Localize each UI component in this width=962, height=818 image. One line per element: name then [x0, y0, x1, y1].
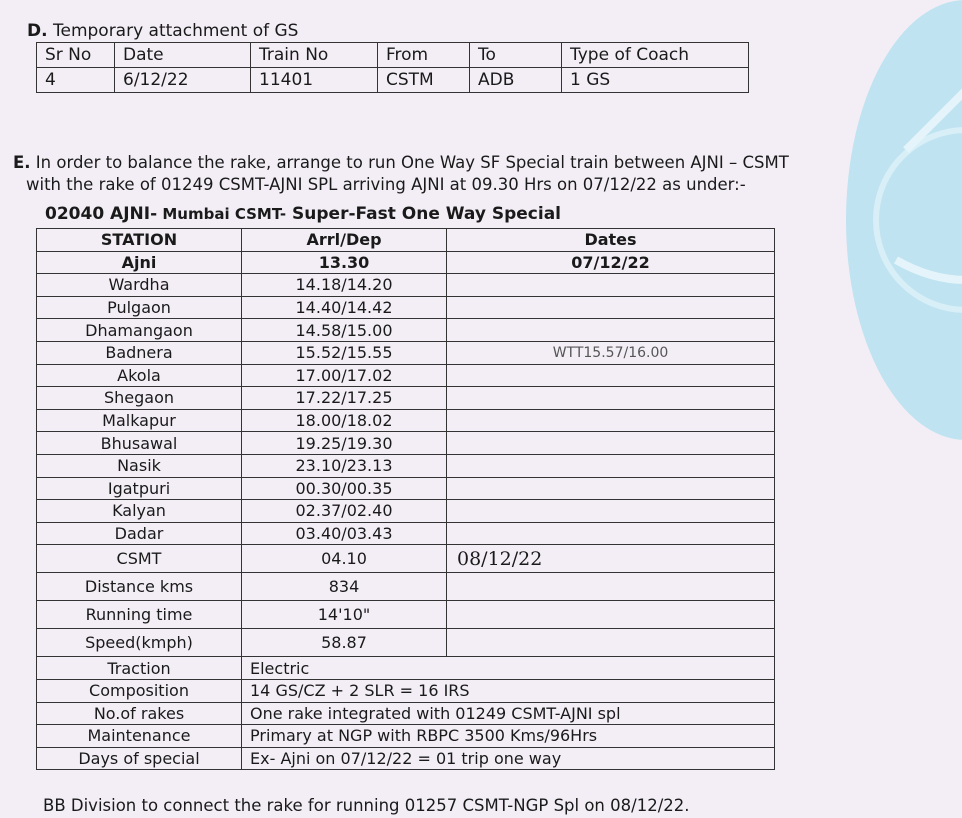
arrival-departure: 14.58/15.00 [242, 319, 447, 342]
special-train-schedule-table [36, 228, 775, 770]
arrival-departure: 02.37/02.40 [242, 500, 447, 523]
footer-note: BB Division to connect the rake for running 01257 CSMT-NGP Spl on 08/12/22. [43, 796, 690, 815]
summary-label: Running time [37, 601, 242, 629]
detail-label: Days of special [37, 747, 242, 770]
arrival-departure: 15.52/15.55 [242, 341, 447, 364]
run-date [447, 522, 775, 545]
table-row [37, 319, 775, 342]
station-name: Pulgaon [37, 296, 242, 319]
summary-value: 834 [242, 573, 447, 601]
detail-label: Traction [37, 657, 242, 680]
table-row [37, 68, 749, 93]
station-name: Dadar [37, 522, 242, 545]
section-e-paragraph [13, 152, 958, 196]
station-name: Wardha [37, 274, 242, 297]
run-date [447, 477, 775, 500]
table-row [37, 251, 775, 274]
header-cell: Sr No [37, 43, 115, 68]
section-d-label: D. [27, 21, 48, 41]
table-row [37, 477, 775, 500]
special-title-part2: Mumbai CSMT- [157, 205, 287, 223]
arrival-departure: 04.10 [242, 545, 447, 573]
station-name: Nasik [37, 454, 242, 477]
detail-label: Maintenance [37, 725, 242, 748]
section-d-heading [27, 21, 298, 41]
section-e-line2: with the rake of 01249 CSMT-AJNI SPL arriving AJNI at 09.30 Hrs on 07/12/22 as under:- [26, 175, 746, 194]
run-date [447, 500, 775, 523]
header-cell: Type of Coach [562, 43, 749, 68]
station-name: Dhamangaon [37, 319, 242, 342]
table-row [37, 747, 775, 770]
detail-value: Primary at NGP with RBPC 3500 Kms/96Hrs [242, 725, 775, 748]
table-row [37, 387, 775, 410]
station-name: Ajni [37, 251, 242, 274]
station-name: Akola [37, 364, 242, 387]
run-date: 07/12/22 [447, 251, 775, 274]
run-date-handwritten: 08/12/22 [447, 545, 775, 573]
table-row [37, 573, 775, 601]
detail-value: Ex- Ajni on 07/12/22 = 01 trip one way [242, 747, 775, 770]
table-row [37, 454, 775, 477]
arrival-departure: 03.40/03.43 [242, 522, 447, 545]
table-row [37, 500, 775, 523]
official-seal-stamp [846, 0, 962, 440]
table-row [37, 409, 775, 432]
header-cell: From [378, 43, 470, 68]
detail-value: Electric [242, 657, 775, 680]
table-header-row [37, 229, 775, 252]
run-date [447, 387, 775, 410]
cell-to: ADB [470, 68, 562, 93]
station-name: CSMT [37, 545, 242, 573]
gs-attachment-table [36, 42, 749, 93]
table-row [37, 432, 775, 455]
table-row [37, 679, 775, 702]
header-station: STATION [37, 229, 242, 252]
summary-value: 14'10" [242, 601, 447, 629]
station-name: Malkapur [37, 409, 242, 432]
run-date [447, 364, 775, 387]
header-cell: To [470, 43, 562, 68]
run-date [447, 432, 775, 455]
station-name: Kalyan [37, 500, 242, 523]
table-row [37, 725, 775, 748]
table-row [37, 296, 775, 319]
run-date [447, 274, 775, 297]
header-dates: Dates [447, 229, 775, 252]
table-row [37, 341, 775, 364]
empty-cell [447, 601, 775, 629]
table-row [37, 545, 775, 573]
section-e-label: E. [13, 153, 31, 172]
run-date [447, 454, 775, 477]
arrival-departure: 19.25/19.30 [242, 432, 447, 455]
station-name: Badnera [37, 341, 242, 364]
detail-value: 14 GS/CZ + 2 SLR = 16 IRS [242, 679, 775, 702]
cell-train-no: 11401 [251, 68, 378, 93]
arrival-departure: 14.18/14.20 [242, 274, 447, 297]
cell-sr-no: 4 [37, 68, 115, 93]
table-row [37, 629, 775, 657]
arrival-departure: 23.10/23.13 [242, 454, 447, 477]
wtt-note: WTT15.57/16.00 [447, 341, 775, 364]
station-name: Igatpuri [37, 477, 242, 500]
seal-emblem-icon [846, 0, 962, 440]
special-title-part3: Super-Fast One Way Special [286, 204, 562, 224]
table-row [37, 274, 775, 297]
run-date [447, 409, 775, 432]
detail-label: Composition [37, 679, 242, 702]
table-header-row [37, 43, 749, 68]
arrival-departure: 17.00/17.02 [242, 364, 447, 387]
table-row [37, 657, 775, 680]
arrival-departure: 00.30/00.35 [242, 477, 447, 500]
header-cell: Date [115, 43, 251, 68]
summary-label: Speed(kmph) [37, 629, 242, 657]
arrival-departure: 14.40/14.42 [242, 296, 447, 319]
summary-value: 58.87 [242, 629, 447, 657]
summary-label: Distance kms [37, 573, 242, 601]
empty-cell [447, 629, 775, 657]
station-name: Shegaon [37, 387, 242, 410]
arrival-departure: 13.30 [242, 251, 447, 274]
arrival-departure: 18.00/18.02 [242, 409, 447, 432]
section-e-line1: In order to balance the rake, arrange to run One Way SF Special train between AJNI – CSMT [35, 153, 789, 172]
table-row [37, 522, 775, 545]
empty-cell [447, 573, 775, 601]
run-date [447, 319, 775, 342]
table-row [37, 702, 775, 725]
detail-label: No.of rakes [37, 702, 242, 725]
special-title-part1: 02040 AJNI- [45, 204, 158, 224]
detail-value: One rake integrated with 01249 CSMT-AJNI spl [242, 702, 775, 725]
cell-from: CSTM [378, 68, 470, 93]
cell-coach-type: 1 GS [562, 68, 749, 93]
special-train-title [45, 204, 561, 224]
header-arrl-dep: Arrl/Dep [242, 229, 447, 252]
section-d-title: Temporary attachment of GS [52, 21, 299, 41]
station-name: Bhusawal [37, 432, 242, 455]
header-cell: Train No [251, 43, 378, 68]
table-row [37, 601, 775, 629]
table-row [37, 364, 775, 387]
run-date [447, 296, 775, 319]
arrival-departure: 17.22/17.25 [242, 387, 447, 410]
cell-date: 6/12/22 [115, 68, 251, 93]
